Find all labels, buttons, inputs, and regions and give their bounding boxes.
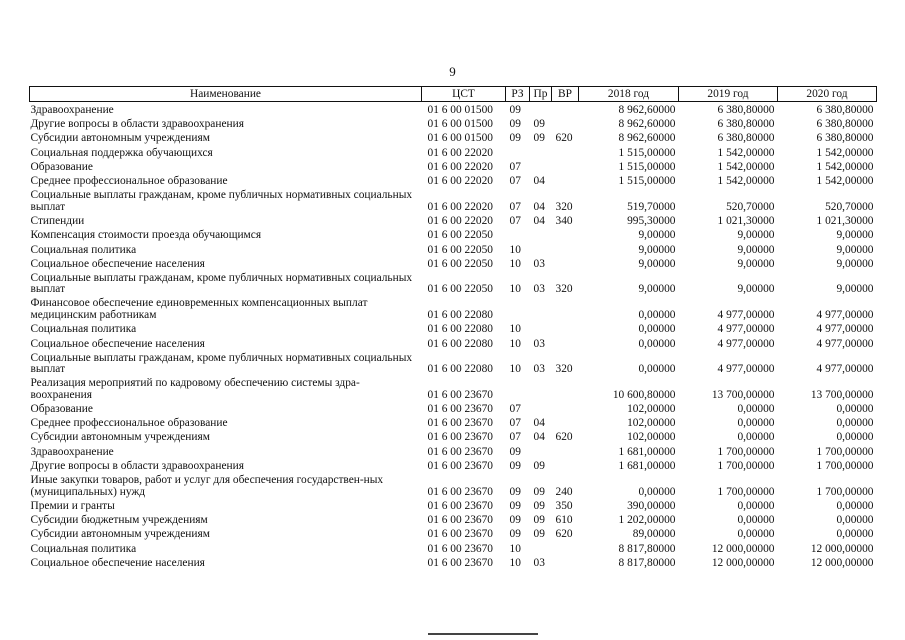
pr-cell — [530, 401, 552, 415]
column-header-vr: ВР — [552, 87, 579, 102]
pr-cell: 09 — [533, 132, 545, 145]
value-2018-cell: 9,00000 — [638, 283, 676, 296]
rz-cell: 09 — [509, 528, 521, 541]
value-2019-cell: 12 000,00000 — [711, 542, 775, 555]
value-2020-cell: 6 380,80000 — [816, 118, 874, 131]
value-2020-cell: 0,00000 — [836, 499, 874, 512]
name-cell: Социальное обеспечение населения — [30, 337, 205, 350]
value-2019-cell: 1 542,00000 — [717, 146, 775, 159]
cst-cell: 01 6 00 23670 — [427, 514, 493, 527]
rz-cell: 07 — [509, 160, 521, 173]
value-2019-cell: 4 977,00000 — [717, 363, 775, 376]
name-cell: Социальные выплаты гражданам, кроме публичных нормативных социальных выплат — [30, 189, 413, 213]
table-row — [30, 296, 877, 322]
pr-cell — [530, 321, 552, 335]
vr-cell: 320 — [555, 283, 573, 296]
table-row — [30, 116, 877, 130]
table-row — [30, 527, 877, 541]
table-row — [30, 270, 877, 296]
value-2020-cell: 6 380,80000 — [816, 132, 874, 145]
pr-cell: 09 — [533, 499, 545, 512]
cst-cell: 01 6 00 23670 — [427, 417, 493, 430]
value-2018-cell: 0,00000 — [638, 337, 676, 350]
cst-cell: 01 6 00 22080 — [427, 323, 493, 336]
pr-cell: 09 — [533, 514, 545, 527]
vr-cell: 620 — [555, 431, 573, 444]
name-cell: Другие вопросы в области здравоохранения — [30, 118, 244, 131]
value-2018-cell: 390,00000 — [627, 499, 676, 512]
table-row — [30, 401, 877, 415]
pr-cell: 03 — [533, 257, 545, 270]
vr-cell: 620 — [555, 528, 573, 541]
value-2019-cell: 1 542,00000 — [717, 175, 775, 188]
table-row — [30, 444, 877, 458]
pr-cell — [530, 228, 552, 242]
vr-cell — [552, 336, 579, 350]
value-2018-cell: 0,00000 — [638, 323, 676, 336]
rz-cell: 09 — [509, 132, 521, 145]
value-2018-cell: 995,30000 — [627, 215, 676, 228]
value-2019-cell: 0,00000 — [737, 514, 775, 527]
cst-cell: 01 6 00 23670 — [427, 445, 493, 458]
value-2018-cell: 9,00000 — [638, 229, 676, 242]
vr-cell — [552, 541, 579, 555]
name-cell: Субсидии автономным учреждениям — [30, 431, 210, 444]
value-2019-cell: 4 977,00000 — [717, 308, 775, 321]
vr-cell — [552, 228, 579, 242]
value-2019-cell: 1 021,30000 — [717, 215, 775, 228]
table-row — [30, 102, 877, 117]
table-row — [30, 159, 877, 173]
table-body — [30, 102, 877, 570]
name-cell: Стипендии — [30, 215, 85, 228]
name-cell: Здравоохранение — [30, 103, 114, 116]
name-cell: Субсидии автономным учреждениям — [30, 528, 210, 541]
value-2019-cell: 520,70000 — [726, 200, 775, 213]
pr-cell: 03 — [533, 363, 545, 376]
rz-cell: 07 — [509, 200, 521, 213]
table-row — [30, 336, 877, 350]
rz-cell: 07 — [509, 402, 521, 415]
name-cell: Здравоохранение — [30, 445, 114, 458]
table-row — [30, 498, 877, 512]
rz-cell: 10 — [509, 243, 521, 256]
value-2019-cell: 0,00000 — [737, 499, 775, 512]
column-header-cst: ЦСТ — [422, 87, 506, 102]
vr-cell: 610 — [555, 514, 573, 527]
value-2018-cell: 8 817,80000 — [618, 557, 676, 570]
cst-cell: 01 6 00 22080 — [427, 363, 493, 376]
cst-cell: 01 6 00 01500 — [427, 103, 493, 116]
table-row — [30, 415, 877, 429]
value-2020-cell: 12 000,00000 — [810, 542, 874, 555]
cst-cell: 01 6 00 22080 — [427, 308, 493, 321]
page-edge-mark — [428, 633, 538, 635]
pr-cell: 03 — [533, 337, 545, 350]
value-2019-cell: 6 380,80000 — [717, 132, 775, 145]
name-cell: Другие вопросы в области здравоохранения — [30, 460, 244, 473]
cst-cell: 01 6 00 23670 — [427, 460, 493, 473]
vr-cell: 350 — [555, 499, 573, 512]
value-2019-cell: 0,00000 — [737, 431, 775, 444]
table-row — [30, 376, 877, 402]
vr-cell — [552, 256, 579, 270]
value-2019-cell: 9,00000 — [737, 283, 775, 296]
vr-cell — [552, 296, 579, 322]
value-2019-cell: 4 977,00000 — [717, 323, 775, 336]
pr-cell — [530, 102, 552, 117]
name-cell: Образование — [30, 160, 93, 173]
pr-cell: 04 — [533, 175, 545, 188]
value-2020-cell: 0,00000 — [836, 417, 874, 430]
value-2018-cell: 1 202,00000 — [618, 514, 676, 527]
name-cell: Социальная поддержка обучающихся — [30, 146, 213, 159]
table-row — [30, 145, 877, 159]
value-2018-cell: 10 600,80000 — [612, 388, 676, 401]
name-cell: Субсидии бюджетным учреждениям — [30, 514, 208, 527]
vr-cell: 240 — [555, 485, 573, 498]
column-header-year-2020: 2020 год — [778, 87, 877, 102]
vr-cell — [552, 415, 579, 429]
vr-cell — [552, 321, 579, 335]
rz-cell: 10 — [509, 363, 521, 376]
value-2019-cell: 1 700,00000 — [717, 485, 775, 498]
pr-cell: 04 — [533, 417, 545, 430]
table-row — [30, 173, 877, 187]
cst-cell: 01 6 00 23670 — [427, 388, 493, 401]
name-cell: Социальная политика — [30, 323, 137, 336]
value-2018-cell: 1 681,00000 — [618, 445, 676, 458]
value-2018-cell: 8 817,80000 — [618, 542, 676, 555]
table-row — [30, 430, 877, 444]
cst-cell: 01 6 00 01500 — [427, 118, 493, 131]
cst-cell: 01 6 00 23670 — [427, 485, 493, 498]
cst-cell: 01 6 00 23670 — [427, 431, 493, 444]
rz-cell: 09 — [509, 103, 521, 116]
name-cell: Образование — [30, 402, 93, 415]
vr-cell — [552, 102, 579, 117]
page-number: 9 — [449, 64, 456, 79]
cst-cell: 01 6 00 22020 — [427, 175, 493, 188]
pr-cell — [530, 145, 552, 159]
value-2020-cell: 4 977,00000 — [816, 363, 874, 376]
column-header-name: Наименование — [30, 87, 422, 102]
value-2018-cell: 102,00000 — [627, 417, 676, 430]
value-2018-cell: 0,00000 — [638, 485, 676, 498]
name-cell: Финансовое обеспечение единовременных компенсационных выплат медицинским работникам — [30, 297, 368, 321]
table-row — [30, 350, 877, 376]
pr-cell: 09 — [533, 460, 545, 473]
cst-cell: 01 6 00 23670 — [427, 542, 493, 555]
value-2020-cell: 1 700,00000 — [816, 485, 874, 498]
pr-cell: 09 — [533, 118, 545, 131]
value-2018-cell: 89,00000 — [632, 528, 676, 541]
column-header-year-2018: 2018 год — [579, 87, 679, 102]
rz-cell: 10 — [509, 283, 521, 296]
table-row — [30, 555, 877, 569]
rz-cell: 09 — [509, 485, 521, 498]
cst-cell: 01 6 00 23670 — [427, 402, 493, 415]
cst-cell: 01 6 00 23670 — [427, 557, 493, 570]
pr-cell — [530, 159, 552, 173]
cst-cell: 01 6 00 22020 — [427, 146, 493, 159]
value-2019-cell: 1 542,00000 — [717, 160, 775, 173]
value-2018-cell: 519,70000 — [627, 200, 676, 213]
table-row — [30, 321, 877, 335]
table-row — [30, 541, 877, 555]
table-row — [30, 256, 877, 270]
value-2020-cell: 9,00000 — [836, 229, 874, 242]
vr-cell: 340 — [555, 215, 573, 228]
rz-cell: 10 — [509, 557, 521, 570]
table-row — [30, 228, 877, 242]
pr-cell: 09 — [533, 485, 545, 498]
value-2018-cell: 0,00000 — [638, 308, 676, 321]
value-2020-cell: 1 700,00000 — [816, 445, 874, 458]
value-2018-cell: 8 962,60000 — [618, 118, 676, 131]
value-2018-cell: 1 515,00000 — [618, 160, 676, 173]
value-2020-cell: 9,00000 — [836, 257, 874, 270]
column-header-pr: Пр — [530, 87, 552, 102]
cst-cell: 01 6 00 22020 — [427, 160, 493, 173]
cst-cell: 01 6 00 23670 — [427, 528, 493, 541]
cst-cell: 01 6 00 22080 — [427, 337, 493, 350]
name-cell: Социальная политика — [30, 542, 137, 555]
pr-cell — [530, 444, 552, 458]
name-cell: Социальные выплаты гражданам, кроме публичных нормативных социальных выплат — [30, 271, 413, 296]
vr-cell — [552, 242, 579, 256]
cst-cell: 01 6 00 22050 — [427, 283, 493, 296]
name-cell: Среднее профессиональное образование — [30, 417, 228, 430]
name-cell: Среднее профессиональное образование — [30, 175, 228, 188]
value-2020-cell: 0,00000 — [836, 431, 874, 444]
value-2020-cell: 4 977,00000 — [816, 323, 874, 336]
value-2020-cell: 1 542,00000 — [816, 160, 874, 173]
column-header-year-2019: 2019 год — [679, 87, 778, 102]
pr-cell — [530, 541, 552, 555]
vr-cell — [552, 145, 579, 159]
rz-cell: 10 — [509, 542, 521, 555]
value-2020-cell: 1 700,00000 — [816, 460, 874, 473]
value-2019-cell: 1 700,00000 — [717, 445, 775, 458]
rz-cell: 10 — [509, 337, 521, 350]
value-2018-cell: 9,00000 — [638, 243, 676, 256]
value-2020-cell: 13 700,00000 — [810, 388, 874, 401]
value-2020-cell: 0,00000 — [836, 528, 874, 541]
value-2018-cell: 1 681,00000 — [618, 460, 676, 473]
table-row — [30, 213, 877, 227]
vr-cell — [552, 159, 579, 173]
name-cell: Социальное обеспечение населения — [30, 257, 205, 270]
value-2020-cell: 0,00000 — [836, 514, 874, 527]
value-2020-cell: 6 380,80000 — [816, 103, 874, 116]
vr-cell — [552, 376, 579, 402]
value-2019-cell: 12 000,00000 — [711, 557, 775, 570]
rz-cell: 09 — [509, 514, 521, 527]
vr-cell: 320 — [555, 200, 573, 213]
value-2018-cell: 1 515,00000 — [618, 146, 676, 159]
value-2019-cell: 1 700,00000 — [717, 460, 775, 473]
table-row — [30, 131, 877, 145]
rz-cell — [506, 228, 530, 242]
value-2020-cell: 1 542,00000 — [816, 175, 874, 188]
vr-cell — [552, 116, 579, 130]
value-2019-cell: 6 380,80000 — [717, 118, 775, 131]
cst-cell: 01 6 00 23670 — [427, 499, 493, 512]
pr-cell: 09 — [533, 528, 545, 541]
rz-cell: 09 — [509, 118, 521, 131]
cst-cell: 01 6 00 22050 — [427, 243, 493, 256]
pr-cell: 04 — [533, 200, 545, 213]
name-cell: Социальное обеспечение населения — [30, 557, 205, 570]
vr-cell — [552, 555, 579, 569]
rz-cell: 09 — [509, 499, 521, 512]
pr-cell: 03 — [533, 283, 545, 296]
vr-cell — [552, 444, 579, 458]
name-cell: Компенсация стоимости проезда обучающимся — [30, 229, 262, 242]
cst-cell: 01 6 00 01500 — [427, 132, 493, 145]
value-2018-cell: 102,00000 — [627, 402, 676, 415]
value-2020-cell: 1 542,00000 — [816, 146, 874, 159]
vr-cell — [552, 401, 579, 415]
rz-cell — [506, 145, 530, 159]
rz-cell: 07 — [509, 417, 521, 430]
cst-cell: 01 6 00 22050 — [427, 229, 493, 242]
value-2018-cell: 8 962,60000 — [618, 132, 676, 145]
value-2020-cell: 12 000,00000 — [810, 557, 874, 570]
table-row — [30, 242, 877, 256]
value-2019-cell: 13 700,00000 — [711, 388, 775, 401]
value-2018-cell: 102,00000 — [627, 431, 676, 444]
value-2020-cell: 4 977,00000 — [816, 308, 874, 321]
cst-cell: 01 6 00 22050 — [427, 257, 493, 270]
value-2019-cell: 0,00000 — [737, 402, 775, 415]
value-2019-cell: 9,00000 — [737, 243, 775, 256]
rz-cell: 07 — [509, 431, 521, 444]
vr-cell — [552, 458, 579, 472]
name-cell: Премии и гранты — [30, 499, 115, 512]
name-cell: Социальные выплаты гражданам, кроме публичных нормативных социальных выплат — [30, 351, 413, 376]
rz-cell — [506, 376, 530, 402]
vr-cell — [552, 173, 579, 187]
rz-cell: 10 — [509, 257, 521, 270]
table-row — [30, 512, 877, 526]
pr-cell — [530, 242, 552, 256]
value-2020-cell: 0,00000 — [836, 402, 874, 415]
pr-cell: 04 — [533, 215, 545, 228]
rz-cell: 07 — [509, 215, 521, 228]
column-header-rz: РЗ — [506, 87, 530, 102]
value-2018-cell: 0,00000 — [638, 363, 676, 376]
value-2020-cell: 4 977,00000 — [816, 337, 874, 350]
value-2020-cell: 1 021,30000 — [816, 215, 874, 228]
value-2018-cell: 9,00000 — [638, 257, 676, 270]
pr-cell: 03 — [533, 557, 545, 570]
table-row — [30, 458, 877, 472]
pr-cell — [530, 376, 552, 402]
value-2019-cell: 0,00000 — [737, 417, 775, 430]
name-cell: Иные закупки товаров, работ и услуг для обеспечения государствен-ных (муниципальных) нужд — [30, 474, 384, 498]
value-2019-cell: 9,00000 — [737, 229, 775, 242]
vr-cell: 320 — [555, 363, 573, 376]
cst-cell: 01 6 00 22020 — [427, 200, 493, 213]
table-row — [30, 188, 877, 214]
table-header — [30, 87, 877, 102]
name-cell: Субсидии автономным учреждениям — [30, 132, 210, 145]
value-2018-cell: 8 962,60000 — [618, 103, 676, 116]
value-2020-cell: 520,70000 — [825, 200, 874, 213]
value-2020-cell: 9,00000 — [836, 283, 874, 296]
rz-cell — [506, 296, 530, 322]
rz-cell: 09 — [509, 460, 521, 473]
value-2018-cell: 1 515,00000 — [618, 175, 676, 188]
value-2019-cell: 6 380,80000 — [717, 103, 775, 116]
budget-table — [29, 86, 877, 570]
name-cell: Социальная политика — [30, 243, 137, 256]
pr-cell: 04 — [533, 431, 545, 444]
name-cell: Реализация мероприятий по кадровому обеспечению системы здра-воохранения — [30, 377, 360, 401]
value-2020-cell: 9,00000 — [836, 243, 874, 256]
table-row — [30, 473, 877, 499]
pr-cell — [530, 296, 552, 322]
value-2019-cell: 9,00000 — [737, 257, 775, 270]
rz-cell: 10 — [509, 323, 521, 336]
vr-cell: 620 — [555, 132, 573, 145]
rz-cell: 09 — [509, 445, 521, 458]
cst-cell: 01 6 00 22020 — [427, 215, 493, 228]
value-2019-cell: 0,00000 — [737, 528, 775, 541]
value-2019-cell: 4 977,00000 — [717, 337, 775, 350]
rz-cell: 07 — [509, 175, 521, 188]
